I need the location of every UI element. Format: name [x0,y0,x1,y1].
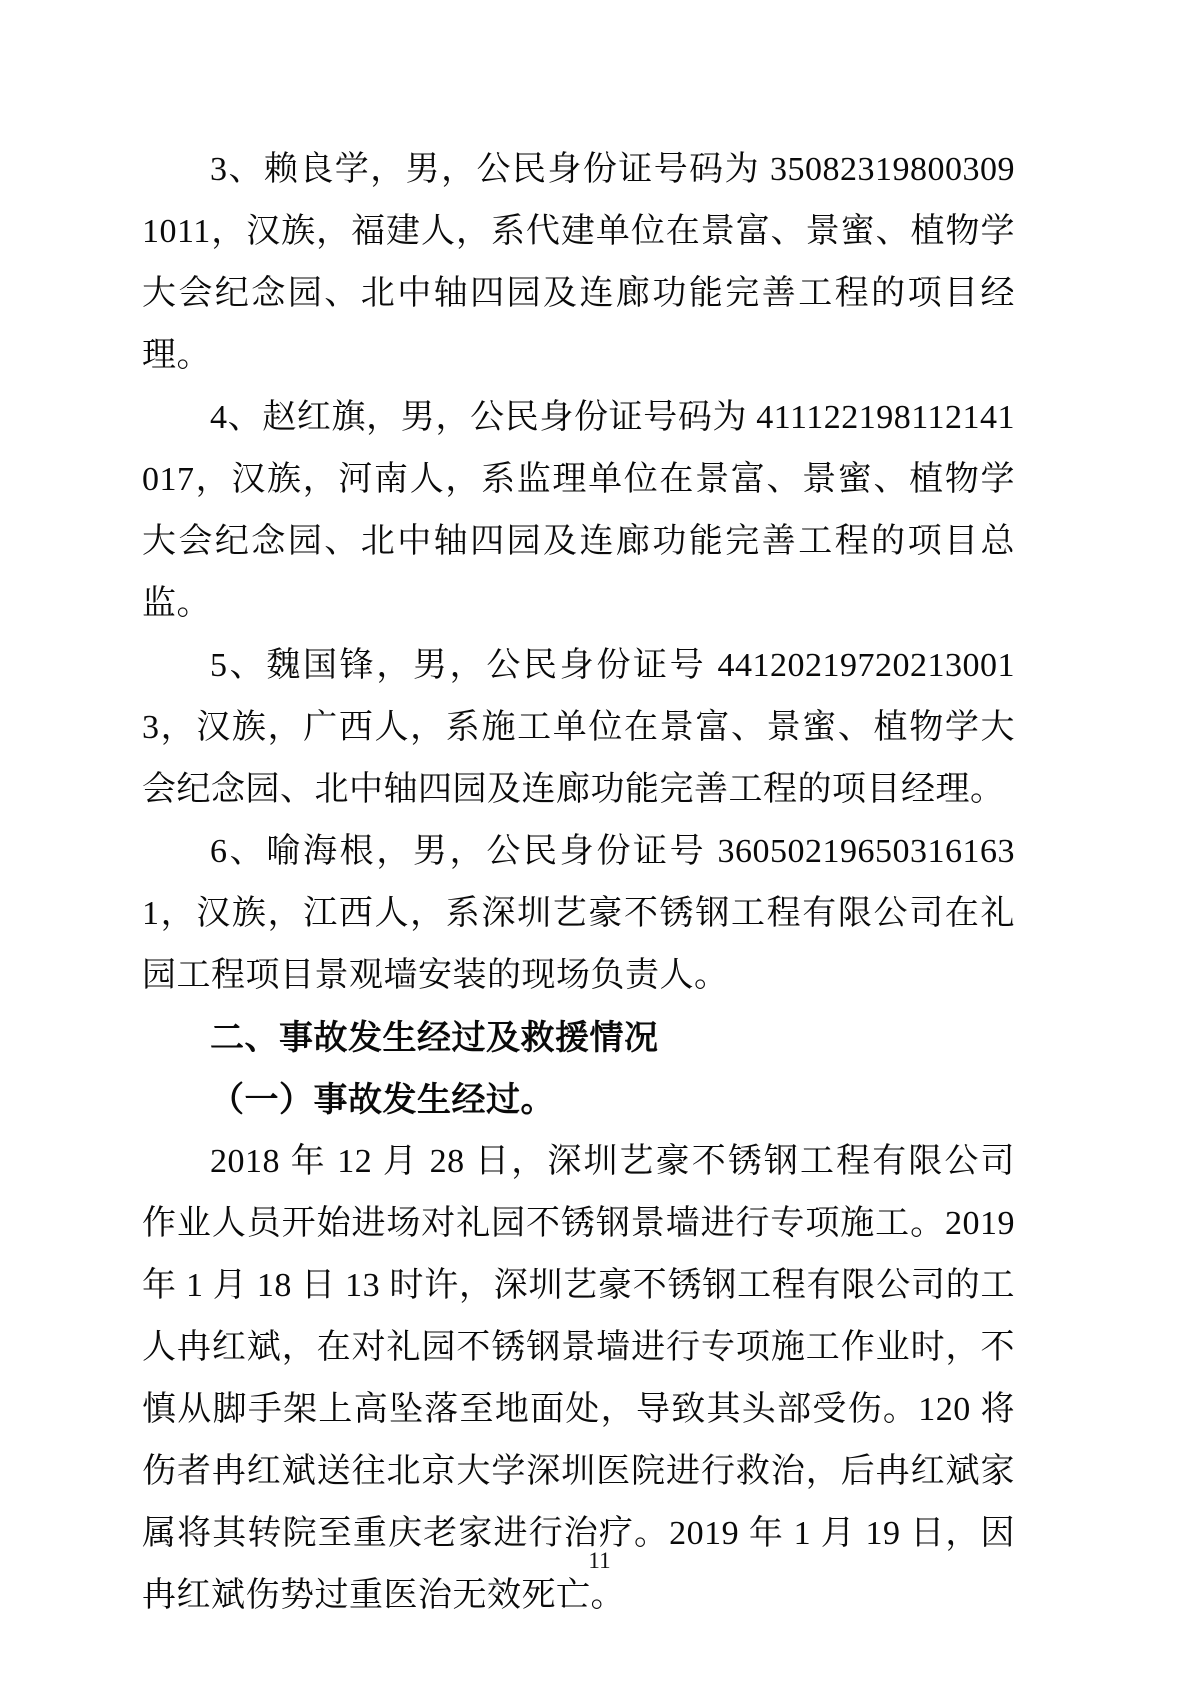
page-number: 11 [588,1548,611,1573]
person-item-3: 3、赖良学，男，公民身份证号码为 350823198003091011，汉族，福建人，系代建单位在景富、景蜜、植物学大会纪念园、北中轴四园及连廊功能完善工程的项目经理。 [142,151,1015,374]
section-heading-accident-course: 二、事故发生经过及救援情况 [210,1019,659,1057]
subsection-heading-accident-occurrence: （一）事故发生经过。 [210,1081,555,1119]
accident-narrative-paragraph: 2018 年 12 月 28 日，深圳艺豪不锈钢工程有限公司作业人员开始进场对礼园不锈钢景墙进行专项施工。2019 年 1 月 18 日 13 时许，深圳艺豪不锈钢工程有限公司的工人冉红斌，在对礼园不锈钢景墙进行专项施工作业时，不慎从脚手架上高坠落至地面处，导致其头部受伤。120 将伤者冉红斌送往北京大学深圳医院进行救治，后冉红斌家属将其转院至重庆老家进行治疗。2019 年 1 月 19 日，因冉红斌伤势过重医治无效死亡。 [142,1143,1015,1614]
person-item-6: 6、喻海根，男，公民身份证号 360502196503161631，汉族，江西人，系深圳艺豪不锈钢工程有限公司在礼园工程项目景观墙安装的现场负责人。 [142,833,1015,994]
document-content [142,139,1015,1627]
person-item-5: 5、魏国锋，男，公民身份证号 441202197202130013，汉族，广西人，系施工单位在景富、景蜜、植物学大会纪念园、北中轴四园及连廊功能完善工程的项目经理。 [142,647,1015,808]
person-item-4: 4、赵红旗，男，公民身份证号码为 411122198112141017，汉族，河南人，系监理单位在景富、景蜜、植物学大会纪念园、北中轴四园及连廊功能完善工程的项目总监。 [142,399,1015,622]
